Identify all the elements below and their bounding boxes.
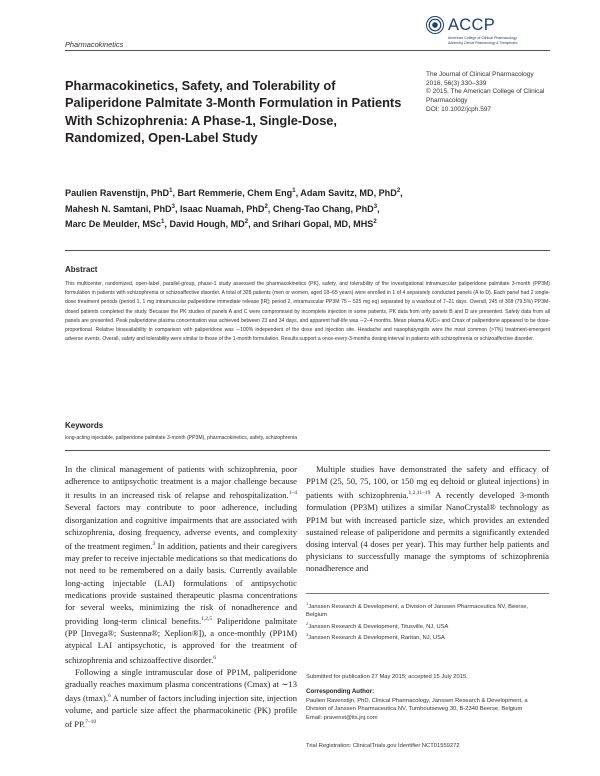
keywords-text: long-acting injectable, paliperidone palmitate 3-month (PP3M), pharmacokinetics, safety, schizophrenia: [65, 435, 298, 441]
author: Srihari Gopal, MD, MHS$^2$: [271, 219, 377, 230]
author: David Hough, $MD^2$, and: [169, 219, 272, 230]
body-column-left: [65, 463, 297, 730]
logo-name: ACCP: [448, 16, 496, 34]
body-paragraph: Multiple studies have demonstrated the safety and efficacy of PP1M (25, 50, 75, 100, or 150 mg eq deltoid or gluteal injections) in patients with schizophrenia.$^{1,2,11-19}$ A recently developed 3-month formulation (PP3M) utilizes a similar NanoCrystal® technology as PP1M but with increased particle size, which provides an extended sustained release of paliperidone and permits a significantly extended dosing interval (4 doses per year). This may further help patients and physicians to successfully manage the symptoms of schizophrenia nonadherence and: [306, 464, 549, 574]
abstract-heading: Abstract: [65, 265, 98, 274]
body-paragraph: Following a single intramuscular dose of PP1M, paliperidone gradually reaches maximum plasma concentrations (Cmax) at ∼13 days (tmax).$^6$ A number of factors including injection site, injection volume, and particle size affect the pharmacokinetic (PK) profile of PP.$^{7-10}$: [65, 666, 297, 730]
logo-subtitle: American College of Clinical Pharmacology: [448, 36, 517, 40]
logo-tagline: Advancing Clinical Pharmacology & Therapeutics: [448, 41, 518, 45]
affiliation-item: $^3$Janssen Research & Development, Raritan, NJ, USA: [306, 632, 445, 641]
keywords-heading: Keywords: [65, 421, 104, 430]
trial-registration: Trial Registration: ClinicalTrials.gov Identifier NCT01559272: [306, 743, 460, 749]
accp-emblem-icon: [426, 16, 444, 34]
corresponding-author-heading: Corresponding Author:: [306, 688, 375, 695]
journal-copyright: © 2015, The American College of Clinical Pharmacology: [426, 88, 545, 105]
header-rule: [65, 50, 550, 51]
affiliations: [306, 600, 549, 642]
author: Cheng-Tao Chang, PhD$^3$,: [272, 203, 380, 214]
journal-doi: DOI: 10.1002/jcph.597: [426, 105, 492, 113]
journal-info: [426, 71, 556, 115]
abstract-rule-bottom: [65, 450, 550, 451]
corresponding-author: [306, 697, 549, 722]
body-paragraph: In the clinical management of patients with schizophrenia, poor adherence to antipsychotic treatment is a major challenge because it results in an increased risk of relapse and rehospitalization.$^{1-4}$ Several factors may contribute to poor adherence, including disorganization and cognitive impairments that are associated with schizophrenia, dosing frequency, adverse events, and complexity of the treatment regimen.$^3$ In addition, patients and their caregivers may prefer to receive injectable medications so that medications do not need to be remembered on a daily basis. Currently available long-acting injectable (LAI) formulations of antipsychotic medications provide sustained therapeutic plasma concentrations for several weeks, minimizing the risk of nonadherence and providing long-term clinical benefits.$^{1,2,5}$ Paliperidone palmitate (PP [Invega®; Sustenna®; Xeplion®]), a once-monthly (PP1M) atypical LAI antipsychotic, is approved for the treatment of schizophrenia and schizoaffective disorder.$^6$: [65, 464, 297, 665]
corresponding-author-address: Paulien Ravenstijn, PhD, Clinical Pharmacology, Janssen Research & Development, a Division of Janssen Pharmaceutica NV, Turnhoutseweg 30, B-2340 Beerse, Belgium: [306, 698, 528, 713]
author: Marc De Meulder, MSc$^1$,: [65, 219, 170, 230]
body-column-right: [306, 463, 549, 575]
author: Bart Remmerie, Chem Eng$^1$,: [177, 188, 301, 199]
affiliation-item: $^1$Janssen Research & Development, a Division of Janssen Pharmaceutica NV, Beerse, Belgium: [306, 601, 529, 619]
submission-dates: Submitted for publication 27 May 2015; accepted 15 July 2015.: [306, 674, 468, 680]
article-title: Pharmacokinetics, Safety, and Tolerability of Paliperidone Palmitate 3-Month Formulation in Patients With Schizophrenia: A Phase-1, Single-Dose, Randomized, Open-Label Study: [65, 78, 402, 146]
abstract-rule-top: [65, 250, 550, 251]
section-label: Pharmacokinetics: [65, 40, 124, 49]
author: Adam Savitz, MD, PhD$^2$,: [300, 188, 403, 199]
journal-name: The Journal of Clinical Pharmacology: [426, 71, 534, 78]
author: Mahesh N. Samtani, PhD$^3$,: [65, 203, 181, 214]
author: Paulien Ravenstijn, PhD$^1$,: [65, 188, 178, 199]
journal-volume: 2016, 56(3) 330–339: [426, 79, 487, 87]
author-list: [65, 185, 550, 232]
corresponding-author-email[interactable]: Email: pravenst@its.jnj.com: [306, 714, 378, 721]
abstract-text: This multicenter, randomized, open-label, parallel-group, phase-1 study assessed the pharmacokinetics (PK), safety, and tolerability of the investigational intramuscular paliperidone palmitate 3-month (PP3M) formulation in patients with schizophrenia or schizoaffective disorder. A total of 328 patients (men or women, aged 18–65 years) were enrolled in 1 of 4 separately conducted panels (A to D). Each panel had 2 single-dose treatment periods (period 1, 1 mg intramuscular paliperidone immediate release [IR]; period 2, intramuscular PP3M 75 – 525 mg eq) separated by a washout of 7–21 days. Overall, 245 of 308 (79.5%) PP3M-dosed patients completed the study. Because the PK studies of panels A and C were compromised by incomplete injection in some patients, PK data from only panels B and D are presented. Safety data from all panels are presented. Peak paliperidone plasma concentration was achieved between 23 and 34 days, and apparent half-life was ∼2–4 months. Mean plasma AUC∞ and Cmax of paliperidone appeared to be dose-proportional. Relative bioavailability in comparison with paliperidone was ∼100% independent of the dose and injection site. Headache and nasopharyngitis were the most common (>7%) treatment-emergent adverse events. Overall, safety and tolerability were similar to those of the 1-month formulation. Results support a once-every-3-months dosing interval in patients with schizophrenia or schizoaffective disorder.: [65, 281, 550, 343]
footnote-rule: [306, 593, 549, 594]
affiliation-item: $^2$Janssen Research & Development, Titusville, NJ, USA: [306, 620, 449, 630]
author: Isaac Nuamah, PhD$^2$,: [180, 203, 273, 214]
